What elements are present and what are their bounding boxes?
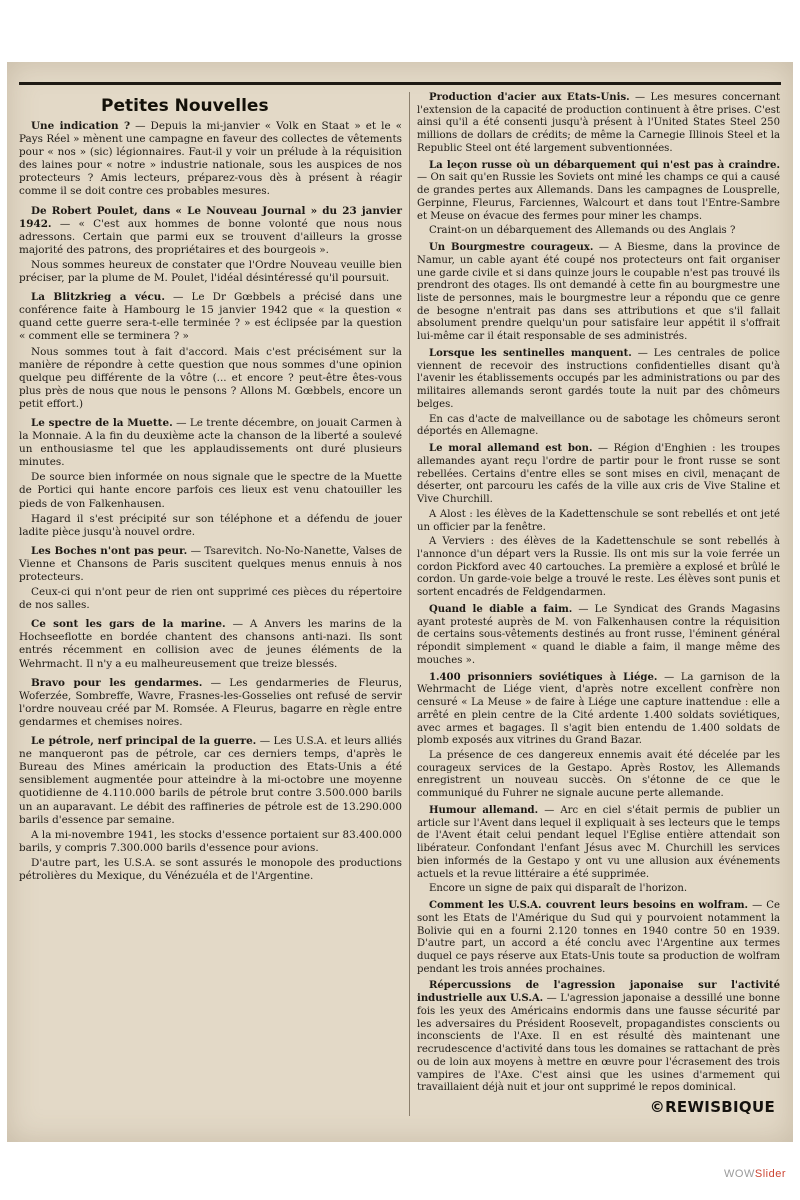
- news-headline: Les Boches n'ont pas peur.: [31, 544, 188, 557]
- news-body: — Le Syndicat des Grands Magasins ayant protesté auprès de M. von Falkenhausen contre la réquisition de certains sous-vêtements destinés au front russe, l'éminent général répondit simplement « quand le diable a faim, il mange même des mouches ».: [417, 603, 780, 666]
- news-paragraph: [19, 857, 402, 883]
- news-headline: La Blitzkrieg a vécu.: [31, 291, 165, 304]
- news-paragraph: [417, 750, 780, 801]
- news-paragraph: [417, 604, 780, 668]
- news-body: — Ce sont les Etats de l'Amérique du Sud qui y pourvoient notamment la Bolivie qui en a fourni 2.120 tonnes en 1940 contre 50 en 1939. D'autre part, un accord a été conclu avec l'Argentine aux termes duquel ce pays réserve aux Etats-Unis toute sa production de wolfram pendant les trois années prochaines.: [417, 900, 780, 975]
- news-headline: Le moral allemand est bon.: [429, 443, 593, 455]
- watermark-accent: Slider: [754, 1168, 786, 1180]
- news-body: — Les U.S.A. et leurs alliés ne manqueront pas de pétrole, car ces derniers temps, d'après le Bureau des Mines américain la production des Etats-Unis a été sensiblement augmentée pour atteindre à la mi-octobre une moyenne quotidienne de 4.110.000 barils de pétrole brut contre 3.500.000 barils un an auparavant. Le débit des raffineries de pétrole est de 13.290.000 barils d'essence par semaine.: [19, 735, 402, 826]
- news-paragraph: [417, 900, 780, 976]
- news-paragraph: [417, 348, 780, 412]
- news-paragraph: [417, 414, 780, 439]
- news-body: Encore un signe de paix qui disparaît de l'horizon.: [429, 883, 688, 895]
- news-headline: Répercussions de l'agression japonaise sur l'activité industrielle aux U.S.A.: [417, 980, 780, 1005]
- news-body: — A Biesme, dans la province de Namur, un cable ayant été coupé nos protecteurs ont fait organiser une garde civile et si dans quinze jours le coupable n'est pas trouvé ils prendront des otages. Ils ont demandé à cette fin au bourgmestre une liste de personnes, mais le bourgmestre leur a répondu que ce genre de besogne n'entrait pas dans ses attributions et que s'il fallait absolument prendre quelqu'un pour satisfaire leur appétit il s'offrait lui-même car il était responsable de ses administrés.: [417, 242, 780, 343]
- news-paragraph: [19, 677, 402, 729]
- left-paragraphs: [19, 120, 402, 883]
- news-paragraph: [19, 346, 402, 411]
- news-body: A la mi-novembre 1941, les stocks d'essence portaient sur 83.400.000 barils, y compris 7.300.000 barils d'essence pour avions.: [19, 828, 402, 854]
- news-headline: Une indication ?: [31, 120, 131, 132]
- news-paragraph: [19, 259, 402, 285]
- news-headline: Humour allemand.: [429, 804, 539, 816]
- news-paragraph: [417, 536, 780, 600]
- news-paragraph: [19, 829, 402, 855]
- right-column: [417, 92, 780, 1099]
- news-headline: Bravo pour les gendarmes.: [31, 676, 203, 689]
- news-body: — Tsarevitch. No-No-Nanette, Valses de Vienne et Chansons de Paris suscitent quelques menus ennuis à nos protecteurs.: [19, 544, 402, 583]
- news-paragraph: [19, 586, 402, 612]
- news-headline: Le pétrole, nerf principal de la guerre.: [31, 735, 257, 748]
- news-headline: Le spectre de la Muette.: [31, 416, 173, 429]
- news-headline: Production d'acier aux Etats-Unis.: [429, 92, 630, 103]
- news-body: Ceux-ci qui n'ont peur de rien ont supprimé ces pièces du répertoire de nos salles.: [19, 586, 402, 612]
- news-paragraph: [19, 618, 402, 670]
- news-body: — Les centrales de police viennent de recevoir des instructions confidentielles disant qu'à l'avenir les établissements occupés par les administrations ou par des militaires allemands seront gardés toute la nuit par des chômeurs belges.: [417, 347, 780, 410]
- news-paragraph: [19, 735, 402, 827]
- news-paragraph: [417, 509, 780, 534]
- news-body: Nous sommes heureux de constater que l'Ordre Nouveau veuille bien préciser, par la plume de M. Poulet, l'idéal désintéressé qu'il poursuit.: [19, 258, 402, 285]
- left-column: [19, 92, 402, 889]
- news-body: — L'agression japonaise a dessillé une bonne fois les yeux des Américains endormis dans une fausse sécurité par les adversaires du Président Roosevelt, propagandistes conscients ou inconscients de l'Axe. Il en est résulté dès maintenant une recrudescence d'activité dans tous les domaines se rattachant de près ou de loin aux moyens à mettre en œuvre pour l'écrasement des trois vampires de l'Axe. C'est ainsi que les usines d'armement qui travaillaient déjà nuit et jour ont supprimé le repos dominical.: [417, 993, 780, 1094]
- news-paragraph: [417, 980, 780, 1095]
- news-paragraph: [417, 805, 780, 881]
- news-headline: Comment les U.S.A. couvrent leurs besoins en wolfram.: [429, 900, 749, 912]
- news-headline: Un Bourgmestre courageux.: [429, 242, 594, 254]
- news-body: A Verviers : des élèves de la Kadettenschule se sont rebellés à l'annonce d'un départ vers la Russie. Ils ont mis sur la voie ferrée un cordon Pickford avec 40 cartouches. La première a explosé et brûlé le cordon. Un garde-voie belge a trouvé le reste. Les élèves sont punis et sortent encadrés de Feldgendarmen.: [417, 536, 780, 599]
- watermark-main: WOW: [724, 1168, 755, 1180]
- news-paragraph: [417, 225, 780, 238]
- news-body: — La garnison de la Wehrmacht de Liége vient, d'après notre excellent confrère non censuré « La Meuse » de faire à Liége une capture inattendue : elle a arrêté en plein centre de la Cité ardente 1.400 soldats soviétiques, avec armes et bagages. Il s'agit bien entendu de 1.400 soldats de plomb exposés aux vitrines du Grand Bazar.: [417, 671, 780, 747]
- news-body: — « C'est aux hommes de bonne volonté que nous nous adressons. Certain que parmi eux se trouvent d'ailleurs la grosse majorité des patrons, des propriétaires et des bourgeois ».: [19, 217, 402, 256]
- copyright-label: ©REWISBIQUE: [649, 1098, 775, 1116]
- news-paragraph: [19, 513, 402, 539]
- news-body: Nous sommes tout à fait d'accord. Mais c'est précisément sur la manière de répondre à cette question que nous sommes d'une opinion quelque peu différente de la vôtre (... et encore ? peut-être êtes-vous plus près de nous que nous le pensons ? Allons M. Gœbbels, encore un petit effort.): [19, 345, 402, 410]
- news-headline: Lorsque les sentinelles manquent.: [429, 347, 632, 359]
- news-paragraph: [19, 120, 402, 199]
- news-paragraph: [417, 92, 780, 156]
- news-paragraph: [19, 291, 402, 343]
- news-headline: 1.400 prisonniers soviétiques à Liége.: [429, 671, 658, 683]
- newspaper-page: [7, 62, 793, 1142]
- news-headline: Quand le diable a faim.: [429, 603, 573, 615]
- news-paragraph: [417, 160, 780, 224]
- news-body: La présence de ces dangereux ennemis avait été décelée par les courageux services de la Gestapo. Après Rostov, les Allemands enregistrent un nouveau succès. On s'étonne de ce que le communiqué du Fuhrer ne signale aucune perte allemande.: [417, 749, 780, 800]
- news-body: — Arc en ciel s'était permis de publier un article sur l'Avent dans lequel il expliquait à ses lecteurs que le temps de l'Avent était celui pendant lequel l'Eglise entière attendait son libérateur. Confondant l'enfant Jésus avec M. Churchill les services bien informés de la Gestapo y ont vu une allusion aux événements actuels et la revue littéraire a été supprimée.: [417, 804, 780, 880]
- news-paragraph: [19, 205, 402, 257]
- news-headline: Ce sont les gars de la marine.: [31, 618, 226, 631]
- column-divider: [409, 92, 410, 1116]
- watermark-logo: [724, 1168, 786, 1180]
- news-body: — Le Dr Gœbbels a précisé dans une conférence faite à Hambourg le 15 janvier 1942 que « la question « quand cette guerre sera-t-elle terminée ? » est éclipsée par la question « comment elle se terminera ? »: [19, 291, 402, 343]
- news-body: — Les gendarmeries de Fleurus, Woferzée, Sombreffe, Wavre, Frasnes-les-Gosselies ont refusé de servir l'ordre nouveau créé par M. Romsée. A Fleurus, bagarre en règle entre gendarmes et chemises noires.: [19, 676, 402, 728]
- news-paragraph: [417, 883, 780, 896]
- news-headline: La leçon russe où un débarquement qui n'est pas à craindre.: [429, 159, 780, 171]
- news-body: Craint-on un débarquement des Allemands ou des Anglais ?: [429, 225, 736, 237]
- news-paragraph: [417, 672, 780, 748]
- news-body: D'autre part, les U.S.A. se sont assurés le monopole des productions pétrolières du Mexique, du Vénézuéla et de l'Argentine.: [19, 856, 402, 882]
- news-body: — Le trente décembre, on jouait Carmen à la Monnaie. A la fin du deuxième acte la chanson de la liberté a soulevé un enthousiasme tel que les applaudissements ont duré plusieurs minutes.: [19, 416, 402, 469]
- news-body: — Les mesures concernant l'extension de la capacité de production continuent à être prises. C'est ainsi qu'il a été consenti jusqu'à présent à l'United States Steel 250 millions de dollars de crédits; de même la Carnegie Illinois Steel et la Republic Steel ont été largement subventionnées.: [417, 92, 781, 154]
- news-paragraph: [417, 242, 780, 344]
- section-title: Petites Nouvelles: [101, 96, 269, 116]
- news-paragraph: [19, 471, 402, 510]
- news-body: En cas d'acte de malveillance ou de sabotage les chômeurs seront déportés en Allemagne.: [417, 413, 780, 438]
- news-body: — Région d'Enghien : les troupes allemandes ayant reçu l'ordre de partir pour le front russe se sont rebellées. Certains d'entre elles se sont mises en civil, menaçant de déserter, ont parcouru les cafés de la ville aux cris de Vive Staline et Vive Churchill.: [417, 443, 781, 506]
- news-body: — Depuis la mi-janvier « Volk en Staat » et le « Pays Réel » mènent une campagne en faveur des collectes de vêtements pour « nos » (sic) légionnaires. Faut-il y voir un prélude à la réquisition des laines pour « notre » industrie nationale, sous les auspices de nos protecteurs ? Amis lecteurs, préparez-vous dès à présent à réagir comme il se doit contre ces probables mesures.: [19, 120, 402, 198]
- news-paragraph: [19, 417, 402, 469]
- news-paragraph: [19, 545, 402, 584]
- news-headline: De Robert Poulet, dans « Le Nouveau Journal » du 23 janvier 1942.: [19, 204, 402, 230]
- news-body: De source bien informée on nous signale que le spectre de la Muette de Portici qui hante encore parfois ces lieux est venu chatouiller les pieds de von Falkenhausen.: [19, 471, 402, 510]
- news-body: A Alost : les élèves de la Kadettenschule se sont rebellés et ont jeté un officier par la fenêtre.: [417, 508, 780, 533]
- news-body: — On sait qu'en Russie les Soviets ont miné les champs ce qui a causé de grandes pertes aux Allemands. Dans les campagnes de Lousprelle, Gerpinne, Fleurus, Farciennes, Walcourt et dans tout l'Entre-Sambre et Meuse on évacue des fermes pour miner les champs.: [417, 172, 780, 222]
- news-body: Hagard il s'est précipité sur son téléphone et a défendu de jouer ladite pièce jusqu'à nouvel ordre.: [19, 512, 402, 538]
- top-rule: [19, 82, 781, 85]
- right-paragraphs: [417, 92, 780, 1095]
- news-body: — A Anvers les marins de la Hochseeflotte en bordée chantent des chansons anti-nazi. Ils sont entrés récemment en collision avec de jeunes éléments de la Wehrmacht. Il n'y a eu malheureusement que treize blessés.: [19, 618, 403, 670]
- news-paragraph: [417, 443, 780, 507]
